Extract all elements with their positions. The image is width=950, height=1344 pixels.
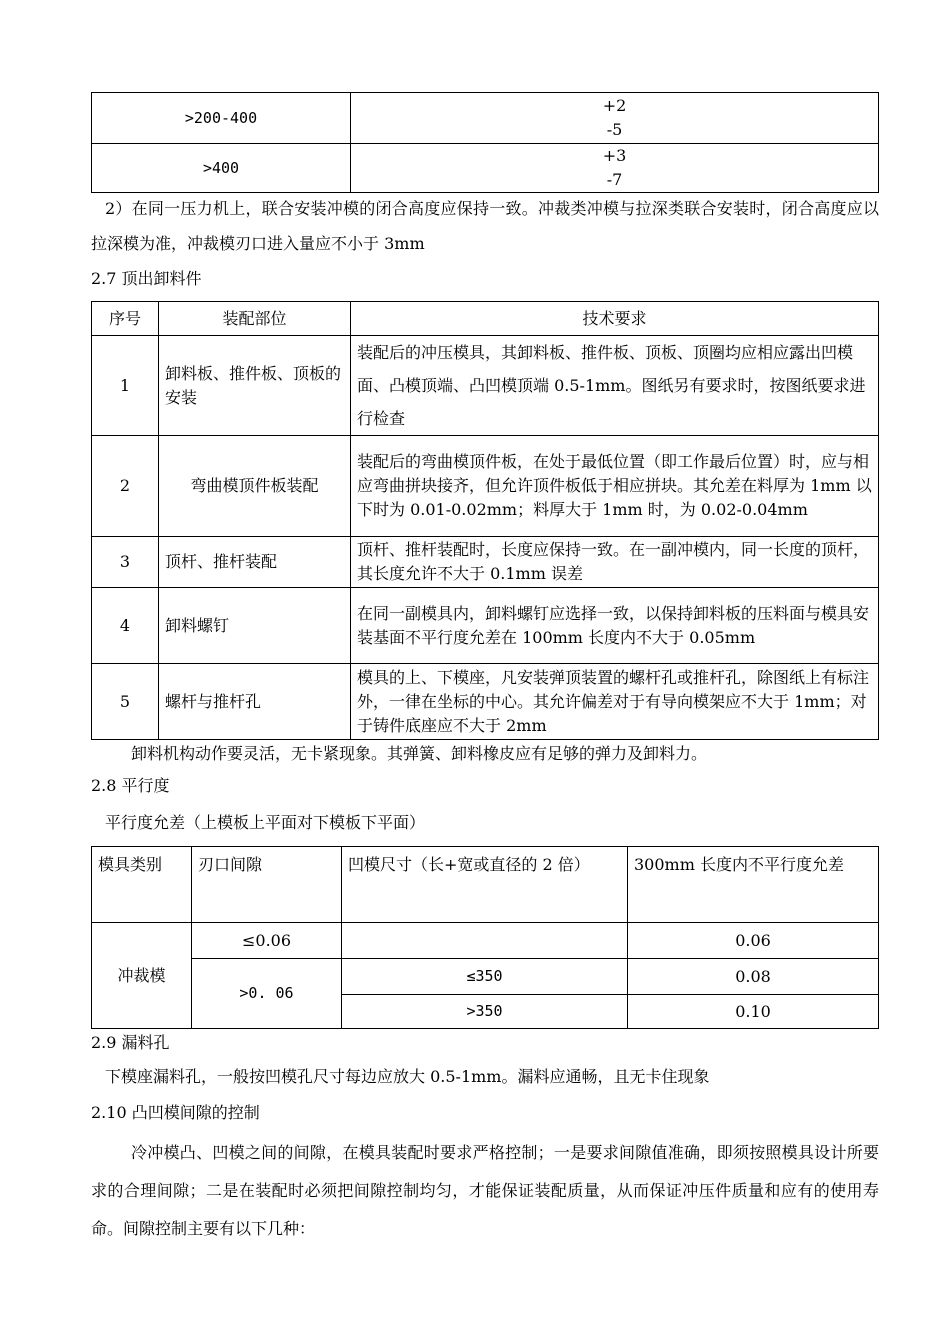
table-row bbox=[92, 923, 879, 959]
row-part: 卸料板、推件板、顶板的安装 bbox=[159, 336, 351, 436]
ejector-table bbox=[91, 301, 879, 740]
size-cell bbox=[342, 923, 628, 959]
table-header-row bbox=[92, 302, 879, 336]
table-row bbox=[92, 436, 879, 537]
row-part: 顶杆、推杆装配 bbox=[159, 537, 351, 588]
size-cell: >350 bbox=[342, 995, 628, 1029]
table-row bbox=[92, 144, 879, 193]
parallelism-table bbox=[91, 846, 879, 1029]
row-no: 5 bbox=[92, 664, 159, 740]
paragraph-unload: 卸料机构动作要灵活，无卡紧现象。其弹簧、卸料橡皮应有足够的弹力及卸料力。 bbox=[131, 744, 708, 763]
table-row bbox=[92, 588, 879, 664]
row-no: 2 bbox=[92, 436, 159, 537]
category-cell: 冲裁模 bbox=[92, 923, 192, 1029]
row-requirement: 模具的上、下模座，凡安装弹顶装置的螺杆孔或推杆孔，除图纸上有标注外，一律在坐标的中心。其允许偏差对于有导向模架应不大于 1mm；对于铸件底座应不大于 2mm bbox=[351, 664, 879, 740]
table-row bbox=[92, 664, 879, 740]
row-part: 弯曲模顶件板装配 bbox=[159, 436, 351, 537]
tolerance-cell: 0.08 bbox=[628, 959, 879, 995]
table-row bbox=[92, 959, 879, 995]
size-cell: ≤350 bbox=[342, 959, 628, 995]
document-page bbox=[91, 0, 879, 1248]
tolerance-cell bbox=[351, 144, 879, 193]
paragraph-press: 2）在同一压力机上，联合安装冲模的闭合高度应保持一致。冲裁类冲模与拉深类联合安装时，闭合高度应以拉深模为准，冲裁模刃口进入量应不小于 3mm bbox=[91, 199, 879, 253]
row-no: 3 bbox=[92, 537, 159, 588]
section-heading-2-8: 2.8 平行度 bbox=[91, 776, 170, 795]
row-part: 卸料螺钉 bbox=[159, 588, 351, 664]
row-requirement: 在同一副模具内，卸料螺钉应选择一致，以保持卸料板的压料面与模具安装基面不平行度允差在 100mm 长度内不大于 0.05mm bbox=[351, 588, 879, 664]
tolerance-cell bbox=[351, 93, 879, 144]
row-requirement: 顶杆、推杆装配时，长度应保持一致。在一副冲模内，同一长度的顶杆，其长度允许不大于 0.1mm 误差 bbox=[351, 537, 879, 588]
header-requirement: 技术要求 bbox=[351, 302, 879, 336]
row-requirement: 装配后的弯曲模顶件板，在处于最低位置（即工作最后位置）时，应与相应弯曲拼块接齐，但允许顶件板低于相应拼块。其允差在料厚为 1mm 以下时为 0.01-0.02mm；料厚大于 1mm 时，为 0.02-0.04mm bbox=[351, 436, 879, 537]
section-heading-2-10: 2.10 凸凹模间隙的控制 bbox=[91, 1103, 260, 1122]
tolerance-table bbox=[91, 92, 879, 193]
header-part: 装配部位 bbox=[159, 302, 351, 336]
header-category: 模具类别 bbox=[92, 847, 192, 923]
range-cell: >200-400 bbox=[92, 93, 351, 144]
row-no: 1 bbox=[92, 336, 159, 436]
header-gap: 刃口间隙 bbox=[192, 847, 342, 923]
gap-cell: ≤0.06 bbox=[192, 923, 342, 959]
range-cell: >400 bbox=[92, 144, 351, 193]
table-header-row bbox=[92, 847, 879, 923]
tolerance-cell: 0.06 bbox=[628, 923, 879, 959]
upper-tolerance: +2 bbox=[602, 96, 627, 115]
section-heading-2-7: 2.7 顶出卸料件 bbox=[91, 269, 202, 288]
tolerance-cell: 0.10 bbox=[628, 995, 879, 1029]
header-tolerance: 300mm 长度内不平行度允差 bbox=[628, 847, 879, 923]
table-row bbox=[92, 537, 879, 588]
row-no: 4 bbox=[92, 588, 159, 664]
row-requirement: 装配后的冲压模具，其卸料板、推件板、顶板、顶圈均应相应露出凹模面、凸模顶端、凸凹模顶端 0.5-1mm。图纸另有要求时，按图纸要求进行检查 bbox=[351, 336, 879, 436]
paragraph-hole: 下模座漏料孔，一般按凹模孔尺寸每边应放大 0.5-1mm。漏料应通畅，且无卡住现象 bbox=[105, 1067, 710, 1086]
table-row bbox=[92, 93, 879, 144]
paragraph-parallel: 平行度允差（上模板上平面对下模板下平面） bbox=[105, 813, 426, 832]
header-die-size: 凹模尺寸（长+宽或直径的 2 倍） bbox=[342, 847, 628, 923]
upper-tolerance: +3 bbox=[602, 146, 627, 165]
paragraph-gap-control: 冷冲模凸、凹模之间的间隙，在模具装配时要求严格控制；一是要求间隙值准确，即须按照模具设计所要求的合理间隙；二是在装配时必须把间隙控制均匀，才能保证装配质量，从而保证冲压件质量和应有的使用寿命。间隙控制主要有以下几种： bbox=[91, 1143, 879, 1238]
gap-cell: >0. 06 bbox=[192, 959, 342, 1029]
section-heading-2-9: 2.9 漏料孔 bbox=[91, 1033, 170, 1052]
table-row bbox=[92, 336, 879, 436]
lower-tolerance: -5 bbox=[606, 120, 623, 139]
lower-tolerance: -7 bbox=[606, 170, 623, 189]
row-part: 螺杆与推杆孔 bbox=[159, 664, 351, 740]
header-no: 序号 bbox=[92, 302, 159, 336]
